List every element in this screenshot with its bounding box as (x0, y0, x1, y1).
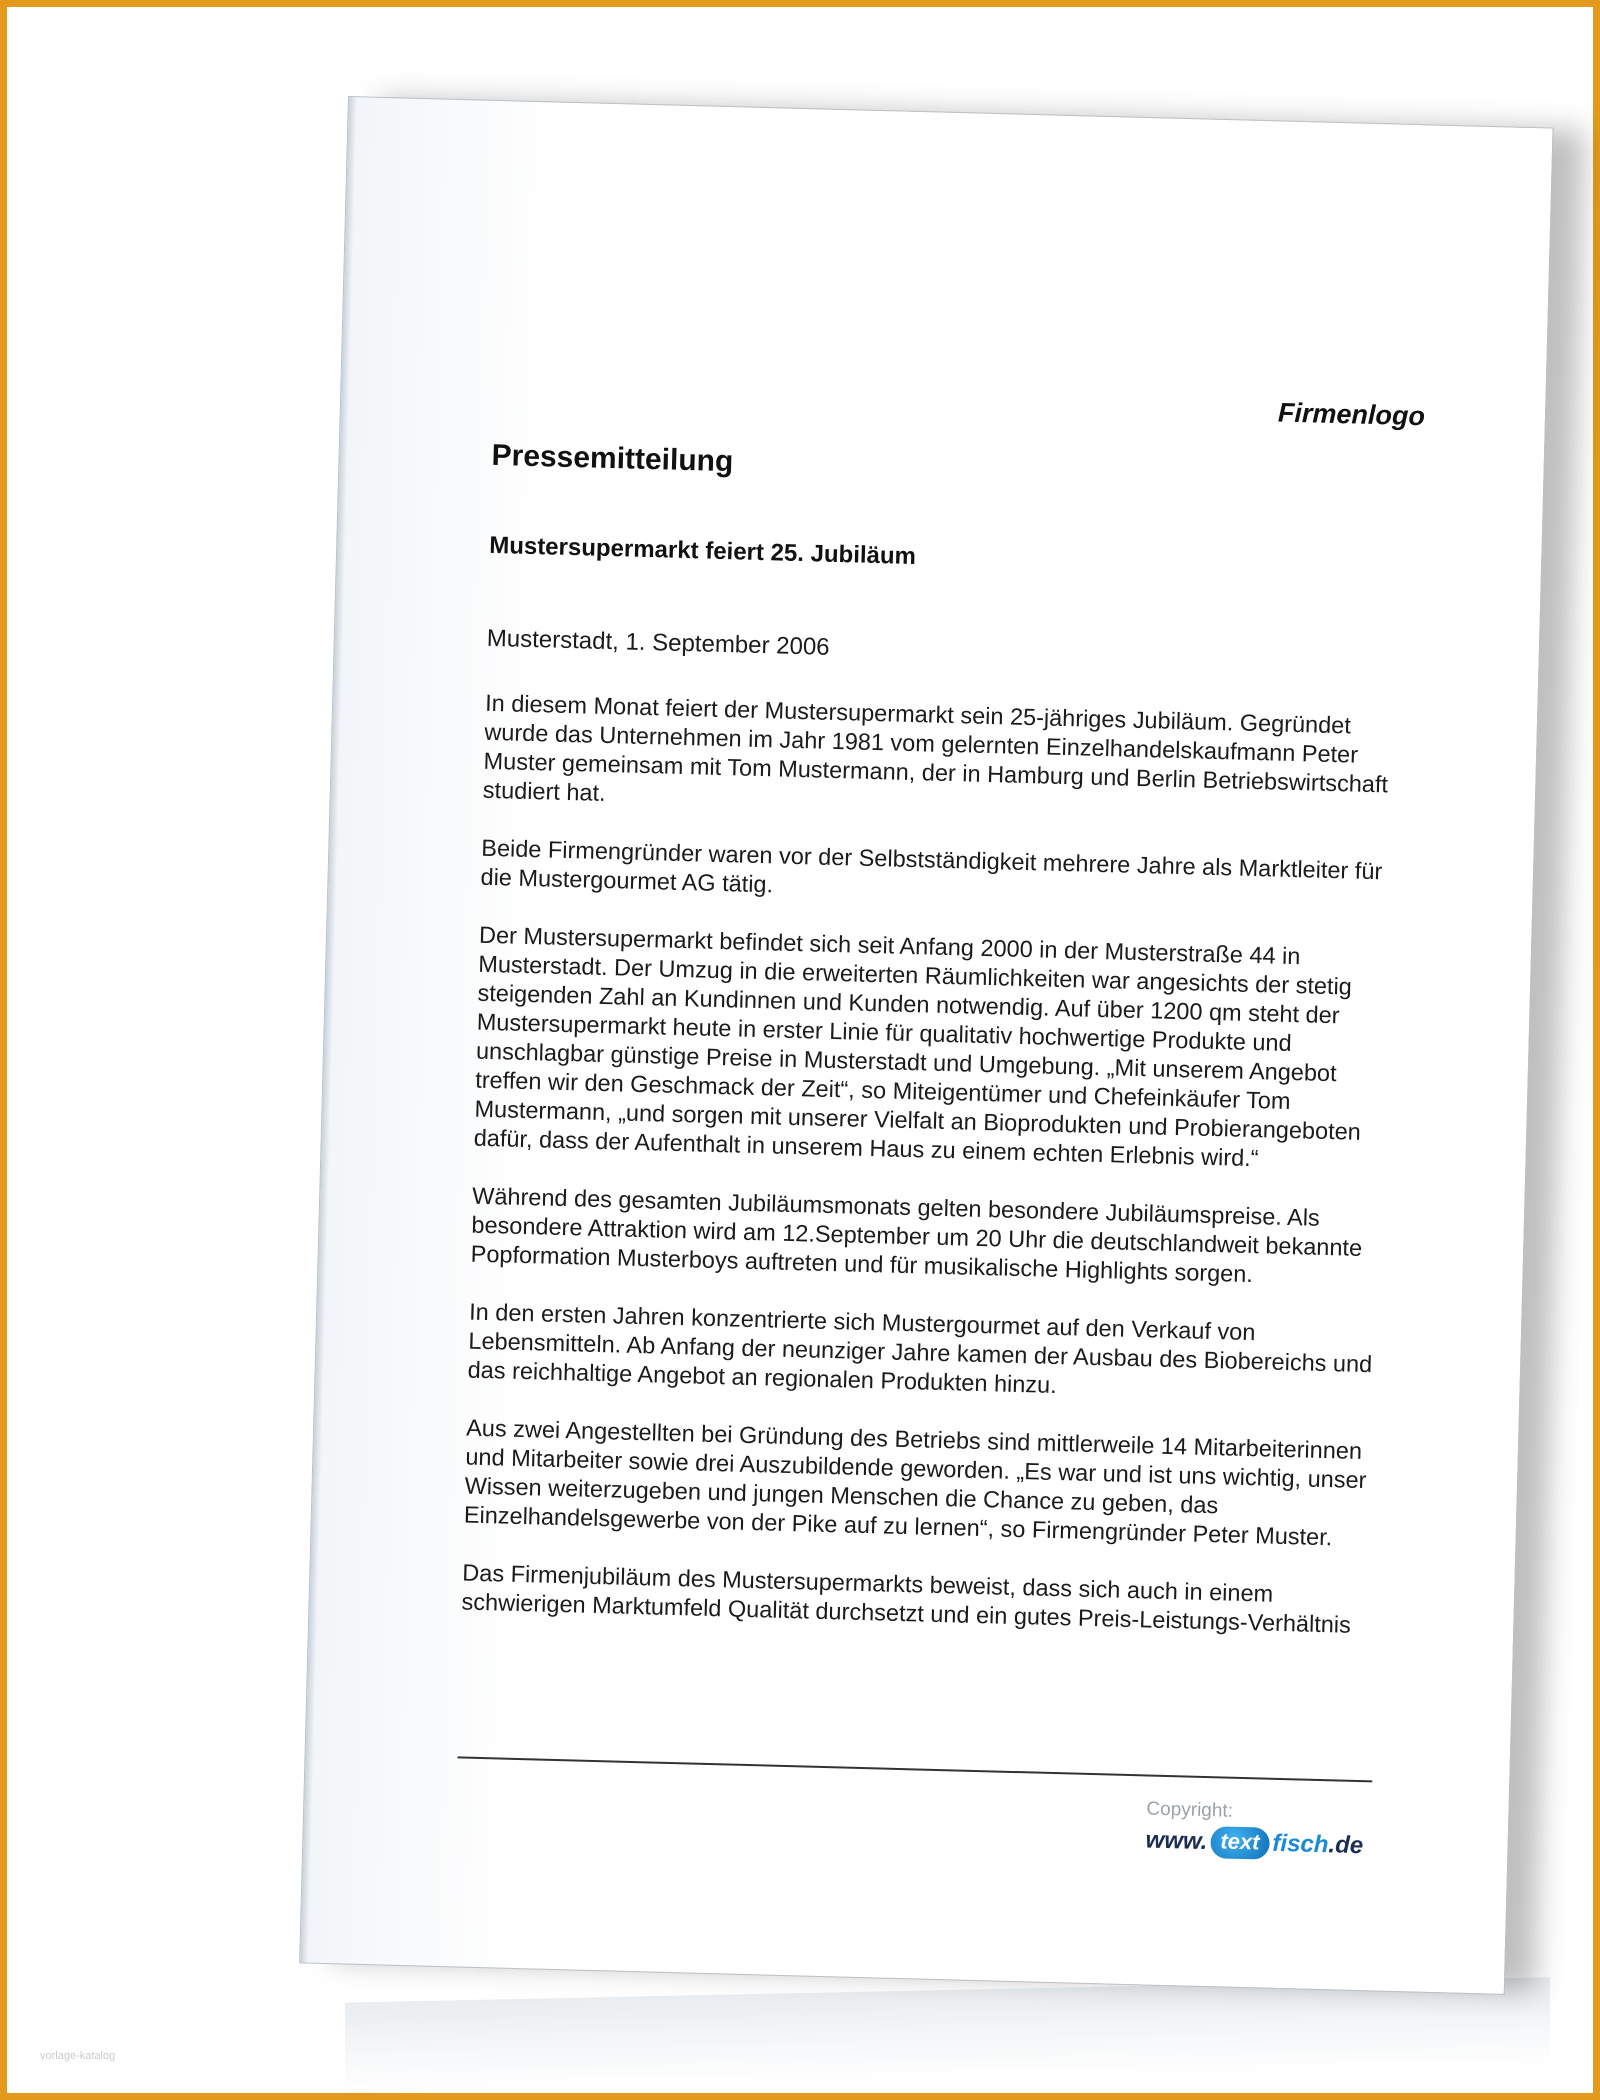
brand-tld: .de (1328, 1831, 1364, 1860)
logo-placeholder: Firmenlogo (1277, 397, 1426, 432)
document-subtitle: Mustersupermarkt feiert 25. Jubiläum (488, 531, 917, 571)
copyright-label: Copyright: (1146, 1798, 1234, 1822)
brand-www: www. (1145, 1826, 1208, 1856)
brand-logo (1145, 1824, 1363, 1862)
paragraph: Beide Firmengründer waren vor der Selbstständigkeit mehrere Jahre als Marktleiter für die Mustergourmet AG tätig. (480, 834, 1383, 898)
paragraph: Das Firmenjubiläum des Mustersupermarkts beweist, dass sich auch in einem schwierigen Marktumfeld Qualität durchsetzt und ein gutes Preis-Leistungs-Verhältnis (461, 1559, 1352, 1638)
paragraph: In den ersten Jahren konzentrierte sich Mustergourmet auf den Verkauf von Lebensmitteln. Ab Anfang der neunziger Jahre kamen der Ausbau des Biobereichs und das reichhaltige Angebot an regionalen Produkten hinzu. (467, 1298, 1373, 1398)
watermark: vorlage-katalog (40, 2050, 116, 2062)
paragraph: In diesem Monat feiert der Mustersupermarkt sein 25-jähriges Jubiläum. Gegründet wurde das Unternehmen im Jahr 1981 vom gelernten Einzelhandelskaufmann Peter Muster gemeinsam mit Tom Mustermann, der in Hamburg und Berlin Betriebswirtschaft studiert hat. (482, 689, 1389, 806)
document-title: Pressemitteilung (491, 438, 734, 479)
copyright-block (1145, 1798, 1386, 1862)
footer-divider (458, 1756, 1373, 1782)
place-date: Musterstadt, 1. September 2006 (486, 624, 830, 661)
brand-fisch: fisch (1272, 1829, 1329, 1859)
brand-fish-badge-icon: text (1210, 1826, 1270, 1860)
paragraph: Aus zwei Angestellten bei Gründung des Betriebs sind mittlerweile 14 Mitarbeiterinnen und Mitarbeiter sowie drei Auszubildende geworden. „Es war und ist uns wichtig, unser Wissen weiterzugeben und jungen Menschen die Chance zu geben, das Einzelhandelsgewerbe von der Pike auf zu lernen“, so Firmengründer Peter Muster. (463, 1414, 1367, 1551)
paragraph: Während des gesamten Jubiläumsmonats gelten besondere Jubiläumspreise. Als besondere Attraktion wird am 12.September um 20 Uhr die deutschlandweit bekannte Popformation Musterboys auftreten und für musikalische Highlights sorgen. (470, 1182, 1363, 1288)
body-text (460, 689, 1405, 1670)
document-page (299, 96, 1553, 1995)
paragraph: Der Mustersupermarkt befindet sich seit Anfang 2000 in der Musterstraße 44 in Musterstadt. Der Umzug in die erweiterten Räumlichkeiten war angesichts der stetig steigenden Zahl an Kundinnen und Kunden notwendig. Auf über 1200 qm steht der Mustersupermarkt heute in erster Linie für qualitativ hochwertige Produkte und unschlagbar günstige Preise in Musterstadt und Umgebung. „Mit unserem Angebot treffen wir den Geschmack der Zeit“, so Miteigentümer und Chefeinkäufer Tom Mustermann, „und sorgen mit unserer Vielfalt an Bioprodukten und Probierangeboten dafür, dass der Aufenthalt in unserem Haus zu einem echten Erlebnis wird.“ (473, 921, 1362, 1172)
